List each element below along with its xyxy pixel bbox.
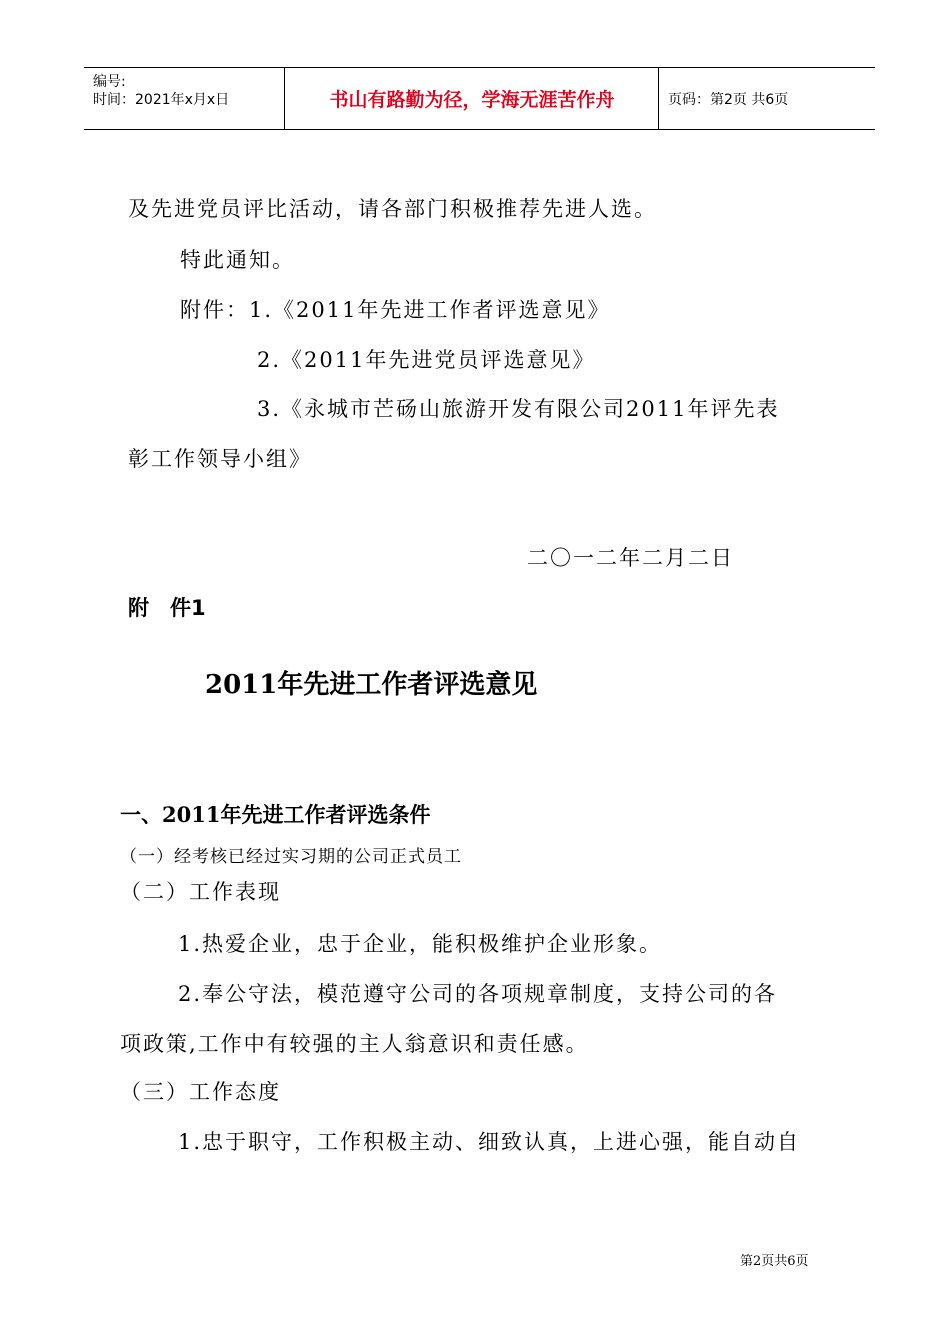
list-item: 1.热爱企业，忠于企业，能积极维护企业形象。 — [178, 932, 663, 956]
document-date: 二〇一二年二月二日 — [527, 546, 734, 570]
list-item: 2.奉公守法，模范遵守公司的各项规章制度，支持公司的各 — [178, 982, 778, 1006]
section-heading: 一、2011年先进工作者评选条件 — [120, 802, 431, 827]
page-footer: 第2页共6页 — [740, 1254, 809, 1269]
paragraph-line: 及先进党员评比活动，请各部门积极推荐先进人选。 — [128, 197, 657, 221]
header-divider — [284, 68, 285, 129]
subsection-heading: （二）工作表现 — [120, 880, 281, 904]
attachment-item: 3.《永城市芒砀山旅游开发有限公司2011年评先表 — [257, 397, 780, 421]
subsection-heading: （三）工作态度 — [120, 1080, 281, 1104]
list-item: （一）经考核已经过实习期的公司正式员工 — [120, 847, 462, 867]
appendix-title: 2011年先进工作者评选意见 — [205, 670, 538, 700]
notice-text: 特此通知。 — [180, 248, 295, 272]
attachment-item: 2.《2011年先进党员评选意见》 — [257, 348, 596, 372]
header-divider — [658, 68, 659, 129]
list-item-cont: 项政策,工作中有较强的主人翁意识和责任感。 — [120, 1032, 589, 1056]
time-label: 时间：2021年x月x日 — [93, 92, 230, 108]
attachment-item: 附件：1.《2011年先进工作者评选意见》 — [180, 298, 611, 322]
number-label: 编号: — [93, 74, 126, 90]
header-motto: 书山有路勤为径，学海无涯苦作舟 — [329, 89, 615, 111]
attachment-item-cont: 彰工作领导小组》 — [128, 447, 312, 471]
appendix-label: 附 件1 — [128, 596, 206, 620]
header-page-info: 页码：第2页 共6页 — [668, 91, 789, 108]
header-meta-cell — [84, 68, 284, 129]
list-item: 1.忠于职守，工作积极主动、细致认真，上进心强，能自动自 — [178, 1130, 801, 1154]
document-header — [84, 67, 875, 130]
